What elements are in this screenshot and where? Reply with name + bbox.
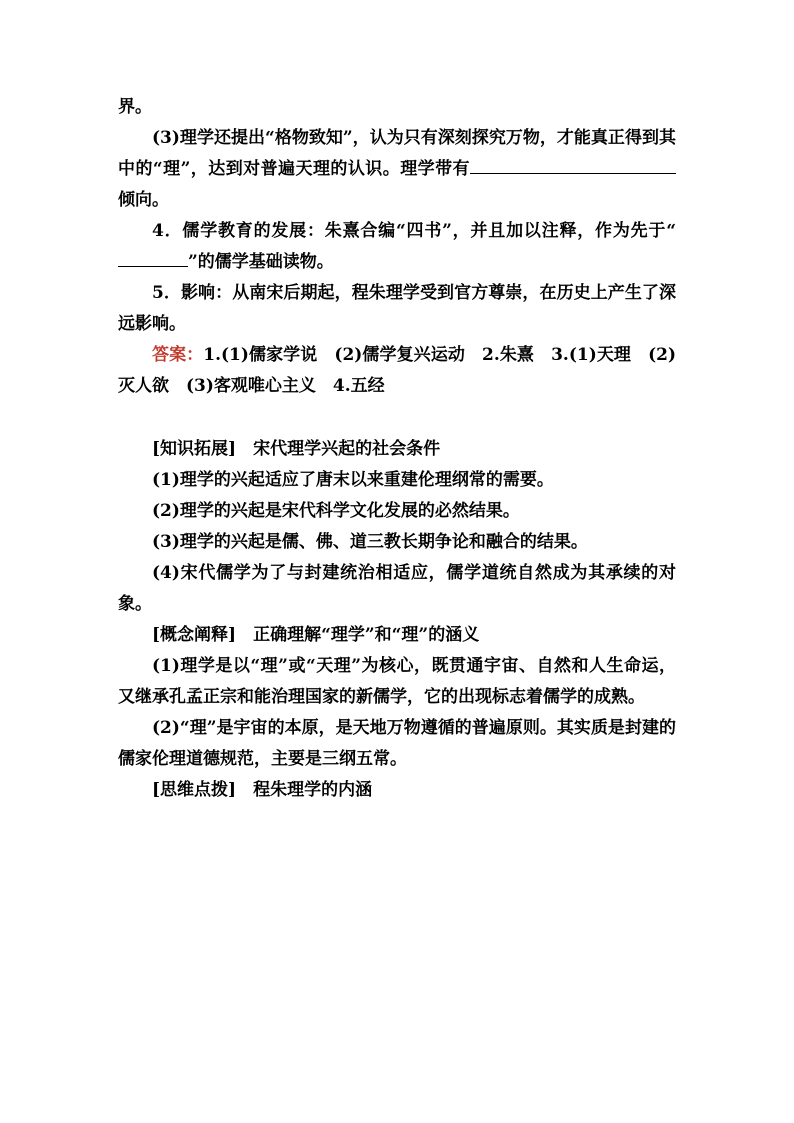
concept-item: (1)理学是以“理”或“天理”为核心，既贯通宇宙、自然和人生命运，又继承孔孟正宗和能治理国家的新儒学，它的出现标志着儒学的成熟。	[118, 656, 676, 707]
item-3-text-end: 倾向。	[118, 190, 169, 210]
knowledge-item: (3)理学的兴起是儒、佛、道三教长期争论和融合的结果。	[152, 532, 588, 552]
knowledge-item: (1)理学的兴起适应了唐末以来重建伦理纲常的需要。	[152, 470, 554, 490]
continued-line: 界。	[118, 97, 152, 117]
section-gap	[118, 402, 676, 434]
knowledge-item: (2)理学的兴起是宋代科学文化发展的必然结果。	[152, 501, 520, 521]
item-4-text-end: ”的儒学基础读物。	[188, 252, 334, 272]
item-3-text: (3)理学还提出“格物致知”，认为只有深刻探究万物，才能真正得到其中的“理”，达到对普遍天理的认识。理学带有	[118, 128, 676, 179]
item-4-paragraph	[118, 216, 676, 278]
document-page	[118, 92, 676, 806]
knowledge-heading: [知识拓展] 宋代理学兴起的社会条件	[152, 439, 441, 459]
item-5-paragraph: 5．影响：从南宋后期起，程朱理学受到官方尊崇，在历史上产生了深远影响。	[118, 283, 676, 334]
answer-paragraph	[118, 340, 676, 402]
item-3-paragraph	[118, 123, 676, 216]
answer-text: 1.(1)儒家学说 (2)儒学复兴运动 2.朱熹 3.(1)天理 (2)灭人欲 (3)客观唯心主义 4.五经	[118, 345, 677, 396]
fill-blank[interactable]	[118, 248, 188, 267]
fill-blank[interactable]	[470, 155, 676, 174]
thinking-heading: [思维点拨] 程朱理学的内涵	[152, 780, 373, 800]
concept-heading: [概念阐释] 正确理解“理学”和“理”的涵义	[152, 625, 480, 645]
item-4-text: 4．儒学教育的发展：朱熹合编“四书”，并且加以注释，作为先于“	[152, 221, 676, 241]
knowledge-item: (4)宋代儒学为了与封建统治相适应，儒学道统自然成为其承续的对象。	[118, 563, 676, 614]
answer-label: 答案：	[152, 345, 204, 365]
concept-item: (2)“理”是宇宙的本原，是天地万物遵循的普遍原则。其实质是封建的儒家伦理道德规范，主要是三纲五常。	[118, 718, 676, 769]
